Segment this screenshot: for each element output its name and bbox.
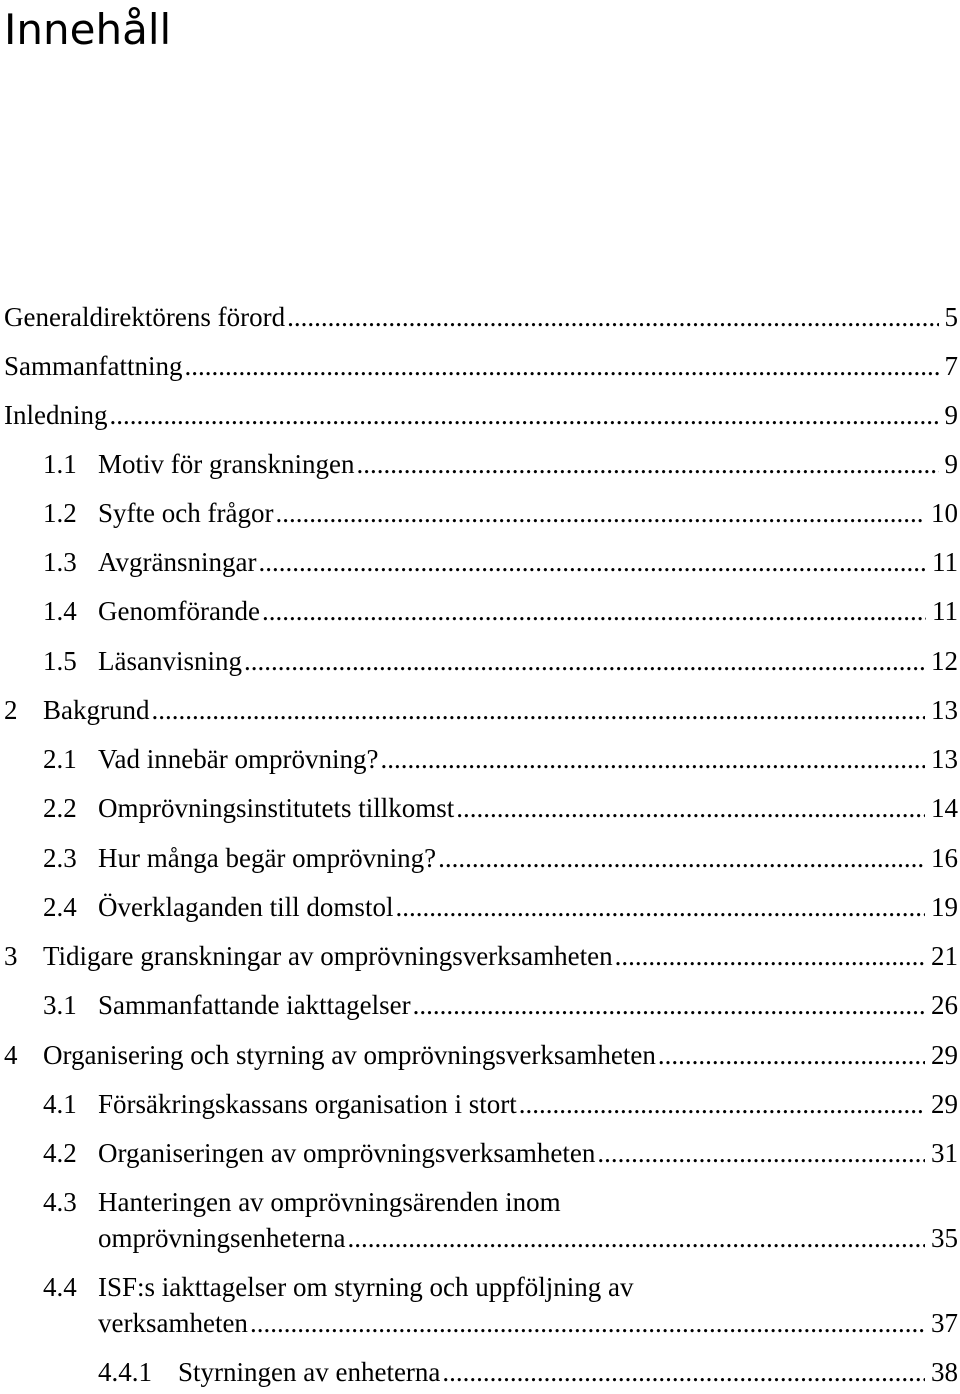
- toc-entry-title: Generaldirektörens förord: [4, 302, 286, 332]
- toc-section-number: 4.2: [43, 1138, 77, 1168]
- toc-section-number: 3.1: [43, 990, 77, 1020]
- toc-entry-title-line1: Hanteringen av omprövningsärenden inom: [98, 1187, 561, 1217]
- toc-line: [43, 692, 958, 728]
- toc-line: [98, 1305, 958, 1341]
- toc-entry[interactable]: [0, 1184, 958, 1256]
- toc-entry[interactable]: [0, 643, 958, 679]
- toc-section-number: 1.1: [43, 449, 77, 479]
- toc-leader-dots: [438, 840, 925, 876]
- toc-entry-title: Motiv för granskningen: [98, 449, 355, 479]
- toc-section-number: 2.1: [43, 744, 77, 774]
- toc-page-number: 11: [932, 596, 958, 626]
- toc-section-number: 4.1: [43, 1089, 77, 1119]
- toc-entry[interactable]: [0, 889, 958, 925]
- toc-section-number: 1.2: [43, 498, 77, 528]
- toc-section-number: 2.2: [43, 793, 77, 823]
- toc-leader-dots: [287, 299, 938, 335]
- toc-entry-title-line1: ISF:s iakttagelser om styrning och uppföljning av: [98, 1272, 634, 1302]
- toc-leader-dots: [395, 889, 925, 925]
- toc-section-number: 4.3: [43, 1187, 77, 1217]
- toc-section-number: 4: [4, 1040, 18, 1070]
- toc-page-number: 13: [931, 695, 958, 725]
- toc-entry[interactable]: [0, 446, 958, 482]
- toc-page-number: 12: [931, 646, 958, 676]
- toc-entry-title: omprövningsenheterna: [98, 1223, 346, 1253]
- toc-line: [98, 840, 958, 876]
- toc-entry-title: Omprövningsinstitutets tillkomst: [98, 793, 455, 823]
- toc-leader-dots: [456, 790, 925, 826]
- toc-line: [98, 741, 958, 777]
- toc-page-number: 9: [944, 400, 958, 430]
- toc-line: [98, 987, 958, 1023]
- toc-page-number: 29: [931, 1089, 958, 1119]
- toc-page-number: 11: [932, 547, 958, 577]
- toc-entry-title: Syfte och frågor: [98, 498, 274, 528]
- toc-page-number: 7: [944, 351, 958, 381]
- toc-section-number: 3: [4, 941, 18, 971]
- toc-leader-dots: [275, 495, 925, 531]
- toc-entry[interactable]: [0, 987, 958, 1023]
- toc-entry[interactable]: [0, 840, 958, 876]
- toc-page-number: 21: [931, 941, 958, 971]
- toc-line: [98, 544, 958, 580]
- toc-line: [4, 397, 958, 433]
- toc-leader-dots: [380, 741, 925, 777]
- toc-entry-title: Sammanfattande iakttagelser: [98, 990, 411, 1020]
- toc-line: [98, 1086, 958, 1122]
- toc-entry-title: Genomförande: [98, 596, 260, 626]
- toc-entry[interactable]: [0, 790, 958, 826]
- toc-entry-title: Styrningen av enheterna: [178, 1357, 441, 1387]
- toc-entry-title: Bakgrund: [43, 695, 150, 725]
- toc-entry-title: verksamheten: [98, 1308, 248, 1338]
- toc-line: [98, 1220, 958, 1256]
- toc-line: [178, 1354, 958, 1390]
- toc-entry-title: Inledning: [4, 400, 108, 430]
- toc-line: [98, 1135, 958, 1171]
- toc-entry-title: Försäkringskassans organisation i stort: [98, 1089, 517, 1119]
- toc-leader-dots: [658, 1037, 925, 1073]
- toc-section-number: 2: [4, 695, 18, 725]
- toc-entry-title: Tidigare granskningar av omprövningsverksamheten: [43, 941, 613, 971]
- toc-entry-title: Organisering och styrning av omprövningsverksamheten: [43, 1040, 656, 1070]
- toc-page-number: 14: [931, 793, 958, 823]
- toc-line: [98, 495, 958, 531]
- toc-leader-dots: [250, 1305, 925, 1341]
- toc-entry-title: Läsanvisning: [98, 646, 242, 676]
- toc-section-number: 4.4: [43, 1272, 77, 1302]
- toc-leader-dots: [597, 1135, 925, 1171]
- toc-section-number: 1.4: [43, 596, 77, 626]
- toc-leader-dots: [109, 397, 938, 433]
- toc-line: [43, 938, 958, 974]
- toc-entry[interactable]: [0, 1135, 958, 1171]
- toc-leader-dots: [151, 692, 925, 728]
- toc-leader-dots: [442, 1354, 925, 1390]
- toc-entry-title: Hur många begär omprövning?: [98, 843, 437, 873]
- toc-page-number: 26: [931, 990, 958, 1020]
- toc-entry[interactable]: [0, 741, 958, 777]
- toc-entry[interactable]: [0, 397, 958, 433]
- toc-page-number: 37: [931, 1308, 958, 1338]
- toc-leader-dots: [615, 938, 925, 974]
- toc-section-number: 1.5: [43, 646, 77, 676]
- toc-page-number: 19: [931, 892, 958, 922]
- toc-entry[interactable]: [0, 495, 958, 531]
- toc-entry[interactable]: [0, 692, 958, 728]
- toc-line: [98, 889, 958, 925]
- toc-line: [43, 1037, 958, 1073]
- toc-leader-dots: [244, 643, 925, 679]
- page-title: Innehåll: [4, 5, 172, 54]
- toc-section-number: 2.4: [43, 892, 77, 922]
- toc-entry-title: Sammanfattning: [4, 351, 183, 381]
- toc-section-number: 4.4.1: [98, 1357, 152, 1387]
- toc-entry[interactable]: [0, 1354, 958, 1390]
- toc-page-number: 38: [931, 1357, 958, 1387]
- toc-page-number: 31: [931, 1138, 958, 1168]
- toc-page-number: 16: [931, 843, 958, 873]
- toc-leader-dots: [356, 446, 938, 482]
- toc-leader-dots: [258, 544, 926, 580]
- toc-leader-dots: [262, 593, 926, 629]
- toc-page-number: 29: [931, 1040, 958, 1070]
- toc-line: [98, 790, 958, 826]
- toc-line: [98, 643, 958, 679]
- toc-section-number: 2.3: [43, 843, 77, 873]
- toc-entry[interactable]: [0, 1269, 958, 1341]
- toc-section-number: 1.3: [43, 547, 77, 577]
- toc-entry[interactable]: [0, 544, 958, 580]
- toc-page-number: 9: [944, 449, 958, 479]
- toc-entry[interactable]: [0, 348, 958, 384]
- toc-entry-title: Avgränsningar: [98, 547, 257, 577]
- toc-line: [98, 593, 958, 629]
- toc-entry-title: Vad innebär omprövning?: [98, 744, 379, 774]
- toc-page-number: 5: [944, 302, 958, 332]
- toc-page-number: 13: [931, 744, 958, 774]
- toc-line: [4, 299, 958, 335]
- toc-line: [98, 446, 958, 482]
- toc-leader-dots: [347, 1220, 925, 1256]
- toc-entry[interactable]: [0, 1086, 958, 1122]
- toc-entry-title: Överklaganden till domstol: [98, 892, 394, 922]
- toc-leader-dots: [184, 348, 938, 384]
- toc-leader-dots: [519, 1086, 925, 1122]
- toc-entry[interactable]: [0, 299, 958, 335]
- toc-page-number: 35: [931, 1223, 958, 1253]
- toc-entry[interactable]: [0, 593, 958, 629]
- toc-leader-dots: [413, 987, 925, 1023]
- toc-line: [4, 348, 958, 384]
- toc-entry-title: Organiseringen av omprövningsverksamheten: [98, 1138, 596, 1168]
- toc-page-number: 10: [931, 498, 958, 528]
- toc-entry[interactable]: [0, 1037, 958, 1073]
- toc-entry[interactable]: [0, 938, 958, 974]
